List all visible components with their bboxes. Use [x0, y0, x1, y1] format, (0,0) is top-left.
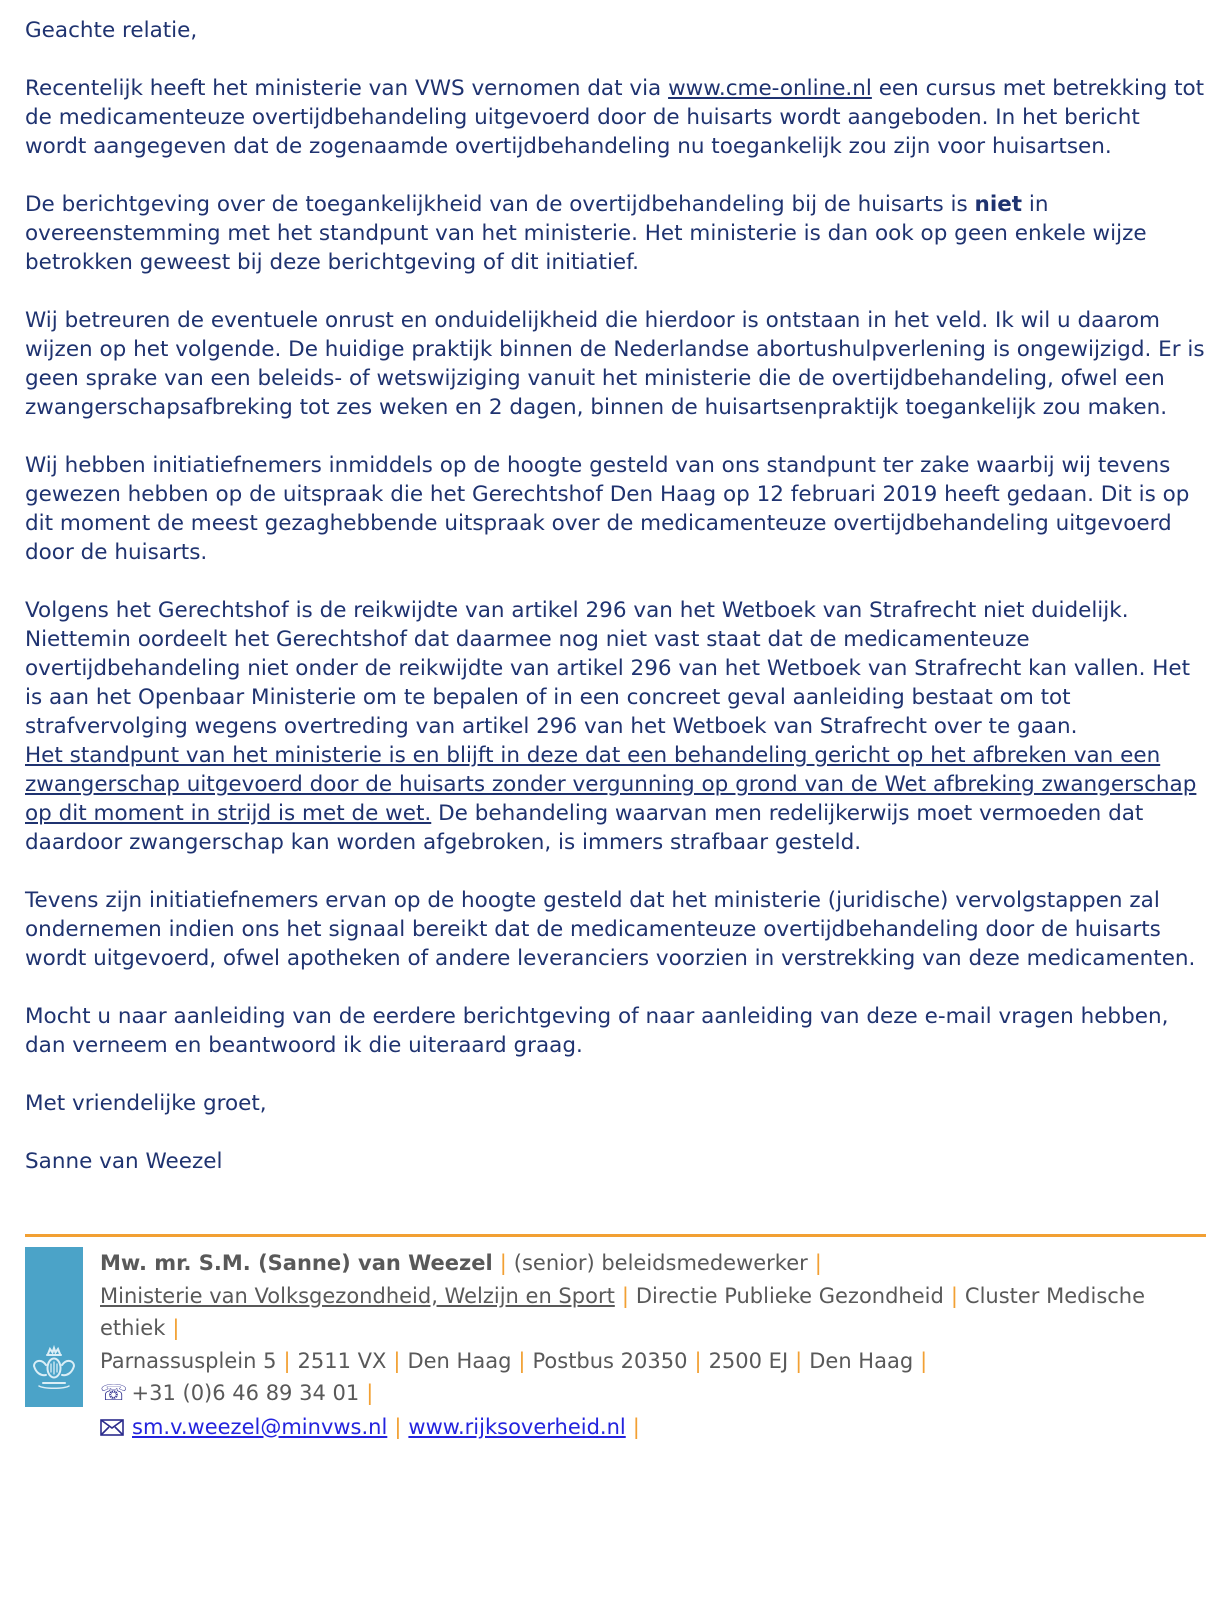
text-run: Sanne van Weezel: [25, 1149, 223, 1174]
text-run: Tevens zijn initiatiefnemers ervan op de hoogte gesteld dat het ministerie (juridische) vervolgstappen zal ondernemen indien ons het signaal bereikt dat de medicamenteuze overtijdbehandeling door de huisarts wordt uitgevoerd, ofwel apotheken of andere leveranciers voorzien in verstrekking van deze medicamenten.: [25, 888, 1196, 971]
cme-online-link[interactable]: www.cme-online.nl: [668, 76, 872, 101]
text-run: in overeenstemming met het standpunt van het ministerie. Het ministerie is dan ook op geen enkele wijze betrokken geweest bij deze berichtgeving of dit initiatief.: [25, 192, 1147, 275]
text-run: De behandeling waarvan men redelijkerwijs moet vermoeden dat daardoor zwangerschap kan worden afgebroken, is immers strafbaar gesteld.: [25, 801, 1144, 855]
text-run: Met vriendelijke groet,: [25, 1091, 267, 1116]
phone-icon: ☏: [100, 1381, 128, 1406]
text-run: Wij betreuren de eventuele onrust en onduidelijkheid die hierdoor is ontstaan in het veld. Ik wil u daarom wijzen op het volgende. De huidige praktijk binnen de Nederlandse abortushulpverlening is ongewijzigd. Er is geen sprake van een beleids- of wetswijziging vanuit het ministerie die de overtijdbehandeling, ofwel een zwangerschapsafbreking tot zes weken en 2 dagen, binnen de huisartsenpraktijk toegankelijk zou maken.: [25, 308, 1205, 420]
paragraph-1: [25, 74, 1206, 161]
separator-pipe: |: [499, 1251, 507, 1275]
address-street: Parnassusplein 5: [100, 1348, 277, 1373]
signature-block: [25, 1234, 1206, 1445]
text-run: Volgens het Gerechtshof is de reikwijdte van artikel 296 van het Wetboek van Strafrecht niet duidelijk. Niettemin oordeelt het Gerechtshof dat daarmee nog niet vast staat dat de medicamenteuze overtijdbehandeling niet onder de reikwijdte van artikel 296 van het Wetboek van Strafrecht kan vallen. Het is aan het Openbaar Ministerie om te bepalen of in een concreet geval aanleiding bestaat om tot strafvervolging wegens overtreding van artikel 296 van het Wetboek van Strafrecht over te gaan.: [25, 598, 1191, 739]
text-run: De berichtgeving over de toegankelijkheid van de overtijdbehandeling bij de huisarts is: [25, 192, 975, 217]
signature-department: Directie Publieke Gezondheid: [635, 1283, 944, 1308]
signature-name-line: [100, 1247, 1152, 1280]
separator-pipe: |: [393, 1348, 401, 1373]
separator-pipe: |: [283, 1348, 291, 1373]
address-city: Den Haag: [407, 1348, 512, 1373]
signature-role: (senior) beleidsmedewerker: [513, 1251, 808, 1275]
bold-niet-text: niet: [974, 192, 1023, 217]
envelope-icon: [100, 1413, 124, 1446]
email-link[interactable]: sm.v.weezel@minvws.nl: [132, 1414, 388, 1439]
signature-row: [25, 1247, 1206, 1445]
closing-salutation: [25, 1089, 1206, 1118]
signature-text: [100, 1247, 1152, 1445]
text-run: Mocht u naar aanleiding van de eerdere berichtgeving of naar aanleiding van deze e-mail vragen hebben, dan verneem en beantwoord ik die uiteraard graag.: [25, 1004, 1169, 1058]
text-run: een cursus met betrekking tot de medicamenteuze overtijdbehandeling uitgevoerd door de huisarts wordt aangeboden. In het bericht wordt aangegeven dat de zogenaamde overtijdbehandeling nu toegankelijk zou zijn voor huisartsen.: [25, 76, 1205, 159]
separator-pipe: |: [694, 1348, 702, 1373]
separator-pipe: |: [366, 1381, 374, 1405]
phone-number: +31 (0)6 46 89 34 01: [131, 1381, 360, 1405]
address-postcode2: 2500 EJ: [708, 1348, 789, 1373]
email-body: [25, 16, 1206, 1176]
paragraph-7: [25, 1002, 1206, 1060]
paragraph-6: [25, 886, 1206, 973]
separator-pipe: |: [814, 1251, 822, 1275]
address-city2: Den Haag: [809, 1348, 914, 1373]
paragraph-5: [25, 596, 1206, 741]
signature-email-line: [100, 1411, 1152, 1446]
separator-pipe: |: [172, 1316, 180, 1340]
website-link[interactable]: www.rijksoverheid.nl: [408, 1414, 626, 1439]
signature-org-line: [100, 1280, 1152, 1345]
separator-pipe: |: [920, 1348, 928, 1373]
text-run: Wij hebben initiatiefnemers inmiddels op de hoogte gesteld van ons standpunt ter zake waarbij wij tevens gewezen hebben op de uitspraak die het Gerechtshof Den Haag op 12 februari 2019 heeft gedaan. Dit is op dit moment de meest gezaghebbende uitspraak over de medicamenteuze overtijdbehandeling uitgevoerd door de huisarts.: [25, 453, 1190, 565]
signature-divider: [25, 1234, 1206, 1237]
signature-phone-line: [100, 1377, 1152, 1411]
ministry-link[interactable]: Ministerie van Volksgezondheid, Welzijn en Sport: [100, 1283, 615, 1308]
greeting-text: Geachte relatie,: [25, 18, 198, 43]
signature-cluster: Cluster Medische ethiek: [100, 1283, 1146, 1340]
signature-name: Mw. mr. S.M. (Sanne) van Weezel: [100, 1251, 493, 1275]
paragraph-2: [25, 190, 1206, 277]
greeting: [25, 16, 1206, 45]
address-postbus: Postbus 20350: [532, 1348, 688, 1373]
separator-pipe: |: [621, 1283, 629, 1308]
sender-name: [25, 1147, 1206, 1176]
signature-address-line: [100, 1345, 1152, 1378]
separator-pipe: |: [518, 1348, 526, 1373]
separator-pipe: |: [632, 1414, 640, 1439]
separator-pipe: |: [394, 1414, 402, 1439]
paragraph-3: [25, 306, 1206, 422]
text-run: Recentelijk heeft het ministerie van VWS vernomen dat via: [25, 76, 669, 101]
separator-pipe: |: [950, 1283, 958, 1308]
separator-pipe: |: [795, 1348, 803, 1373]
address-postcode: 2511 VX: [297, 1348, 387, 1373]
rijksoverheid-logo: [25, 1247, 83, 1407]
paragraph-4: [25, 451, 1206, 567]
paragraph-5-continued: [25, 741, 1206, 857]
coat-of-arms-icon: [31, 1345, 77, 1395]
underlined-statement: Het standpunt van het ministerie is en blijft in deze dat een behandeling gericht op het afbreken van een zwangerschap uitgevoerd door de huisarts zonder vergunning op grond van de Wet afbreking zwangerschap op dit moment in strijd is met de wet.: [25, 743, 1197, 826]
